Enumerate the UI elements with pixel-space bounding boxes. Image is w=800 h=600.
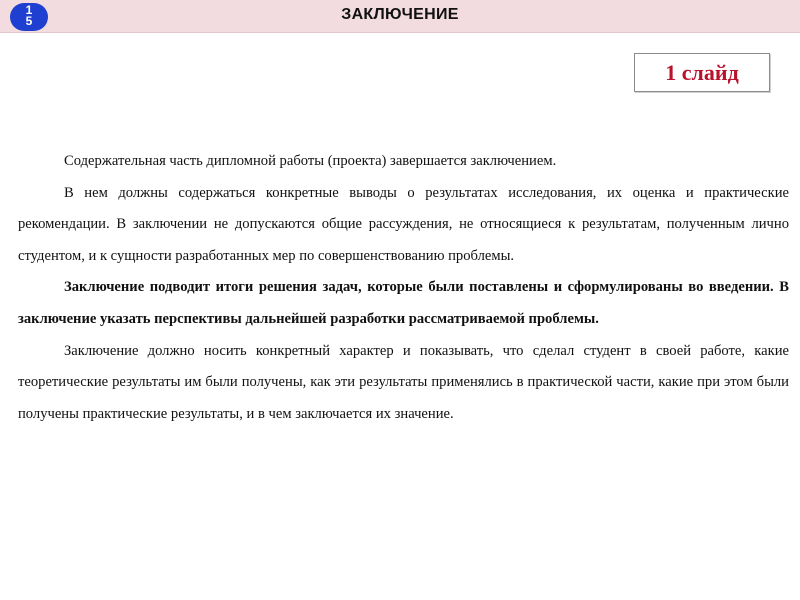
paragraph-character: Заключение должно носить конкретный характер и показывать, что сделал студент в своей работе, какие теоретические результаты им были получены, как эти результаты применялись в практической части, какие при этом были получены практические результаты, и в чем заключается их значение. bbox=[18, 342, 789, 422]
paragraph-intro: Содержательная часть дипломной работы (проекта) завершается заключением. bbox=[64, 153, 557, 169]
document-body bbox=[18, 146, 789, 430]
slide-number: 15 bbox=[25, 3, 33, 28]
paragraph-conclusions: В нем должны содержаться конкретные выводы о результатах исследования, их оценка и практические рекомендации. В заключении не допускаются общие рассуждения, не относящиеся к результатам, полученным лично студентом, и к сущности разработанных мер по совершенствованию проблемы. bbox=[18, 184, 789, 264]
paragraph-summary-bold: Заключение подводит итоги решения задач, которые были поставлены и сформулированы во введении. В заключение указать перспективы дальнейшей разработки рассматриваемой проблемы. bbox=[18, 279, 789, 327]
page-title: ЗАКЛЮЧЕНИЕ bbox=[341, 6, 459, 23]
slide-label: 1 слайд bbox=[634, 53, 770, 92]
